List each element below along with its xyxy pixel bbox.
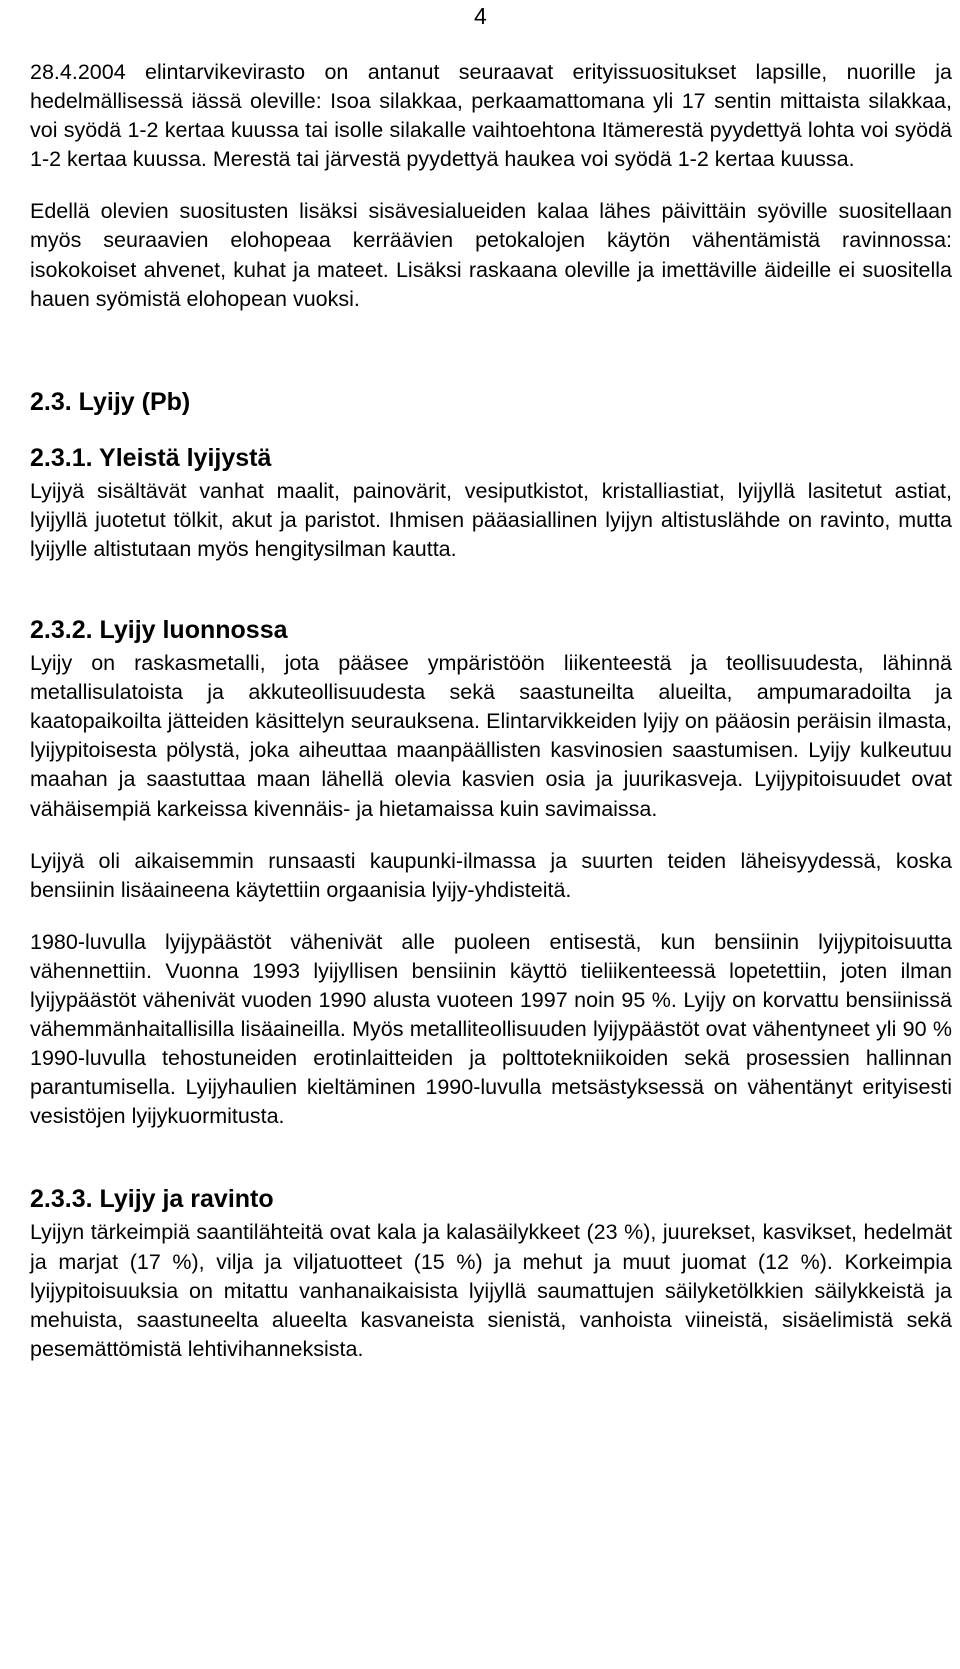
paragraph-inland-fish: Edellä olevien suositusten lisäksi sisävesialueiden kalaa lähes päivittäin syöville suositellaan myös seuraavien elohopeaa kerräävien petokalojen käytön vähentämistä ravinnossa: isokokoiset ahvenet, kuhat ja mateet. Lisäksi raskaana oleville ja imettäville äideille ei suositella hauen syömistä elohopean vuoksi. bbox=[30, 199, 952, 311]
subsection-heading-nature: 2.3.2. Lyijy luonnossa bbox=[30, 616, 288, 645]
section-heading-lead: 2.3. Lyijy (Pb) bbox=[30, 387, 191, 416]
subsection-heading-general: 2.3.1. Yleistä lyijystä bbox=[30, 443, 272, 472]
paragraph-recommendations: 28.4.2004 elintarvikevirasto on antanut seuraavat erityissuositukset lapsille, nuorille ja hedelmällisessä iässä oleville: Isoa silakkaa, perkaamattomana yli 17 sentin mittaista silakkaa, voi syödä 1-2 kertaa kuussa tai isolle silakalle vaihtoehtona Itämerestä pyydettyä lohta voi syödä 1-2 kertaa kuussa. Merestä tai järvestä pyydettyä haukea voi syödä 1-2 kertaa kuussa. bbox=[30, 60, 952, 172]
document-body bbox=[30, 58, 952, 1364]
paragraph-general-lead: Lyijyä sisältävät vanhat maalit, painovärit, vesiputkistot, kristalliastiat, lyijyllä lasitetut astiat, lyijyllä juotetut tölkit, akut ja paristot. Ihmisen pääasiallinen lyijyn altistuslähde on ravinto, mutta lyijylle altistutaan myös hengitysilman kautta. bbox=[30, 478, 952, 561]
paragraph-emission-reduction: 1980-luvulla lyijypäästöt vähenivät alle puoleen entisestä, kun bensiinin lyijypitoisuutta vähennettiin. Vuonna 1993 lyijyllisen bensiinin käyttö tieliikenteessä lopetettiin, joten ilman lyijypäästöt vähenivät vuoden 1990 alusta vuoteen 1997 noin 95 %. Lyijy on korvattu bensiinissä vähemmänhaitallisilla lisäaineilla. Myös metalliteollisuuden lyijypäästöt ovat vähentyneet yli 90 % 1990-luvulla tehostuneiden erotinlaitteiden ja polttotekniikoiden sekä prosessien hallinnan parantumisella. Lyijyhaulien kieltäminen 1990-luvulla metsästyksessä on vähentänyt erityisesti vesistöjen lyijykuormitusta. bbox=[30, 929, 952, 1129]
paragraph-intake-sources: Lyijyn tärkeimpiä saantilähteitä ovat kala ja kalasäilykkeet (23 %), juurekset, kasvikset, hedelmät ja marjat (17 %), vilja ja viljatuotteet (15 %) ja mehut ja muut juomat (12 %). Korkeimpia lyijypitoisuuksia on mitattu vanhanaikaisista lyijyllä saumattujen säilyketölkkien säilykkeistä ja mehuista, saastuneelta alueelta kasvaneista sienistä, vanhoista viineistä, sisäelimistä sekä pesemättömistä lehtivihanneksista. bbox=[30, 1220, 952, 1361]
page-number: 4 bbox=[474, 3, 487, 29]
paragraph-lead-in-nature: Lyijy on raskasmetalli, jota pääsee ympäristöön liikenteestä ja teollisuudesta, lähinnä metallisulatoista ja akkuteollisuudesta sekä saastuneilta alueilta, ampumaradoilta ja kaatopaikoilta jätteiden käsittelyn seurauksena. Elintarvikkeiden lyijy on pääosin peräisin ilmasta, lyijypitoisesta pölystä, joka aiheuttaa maanpäällisten kasvinosien saastumisen. Lyijy kulkeutuu maahan ja saastuttaa maan lähellä olevia kasvien osia ja juurikasveja. Lyijypitoisuudet ovat vähäisempiä karkeissa kivennäis- ja hietamaissa kuin savimaissa. bbox=[30, 651, 952, 821]
subsection-heading-diet: 2.3.3. Lyijy ja ravinto bbox=[30, 1185, 274, 1214]
paragraph-urban-air: Lyijyä oli aikaisemmin runsaasti kaupunki-ilmassa ja suurten teiden läheisyydessä, koska bensiinin lisäaineena käytettiin orgaanisia lyijy-yhdisteitä. bbox=[30, 848, 952, 902]
